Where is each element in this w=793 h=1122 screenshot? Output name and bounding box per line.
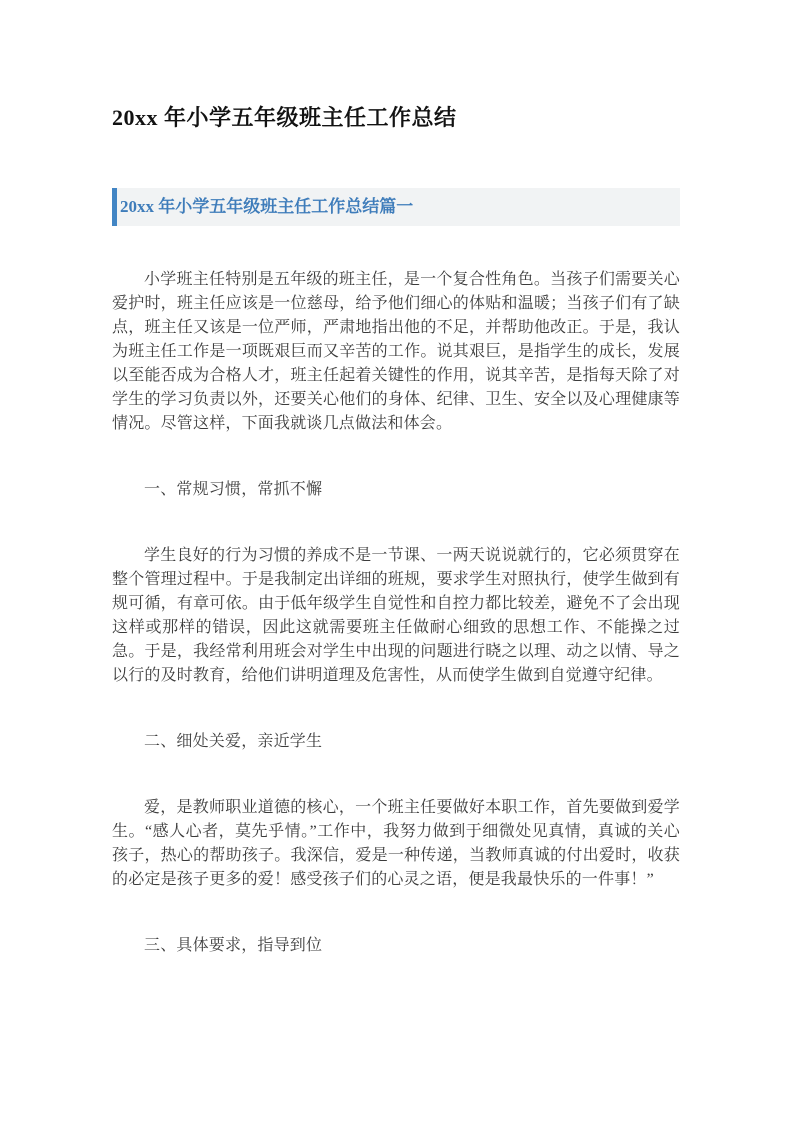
section-header-label: 20xx 年小学五年级班主任工作总结篇一 — [120, 197, 414, 216]
body-paragraph: 爱，是教师职业道德的核心，一个班主任要做好本职工作，首先要做到爱学生。“感人心者，莫先乎情。”工作中，我努力做到于细微处见真情，真诚的关心孩子，热心的帮助孩子。我深信，爱是一种传递，当教师真诚的付出爱时，收获的必定是孩子更多的爱！感受孩子们的心灵之语，便是我最快乐的一件事！” — [112, 799, 680, 888]
body-paragraph: 小学班主任特别是五年级的班主任，是一个复合性角色。当孩子们需要关心爱护时，班主任应该是一位慈母，给予他们细心的体贴和温暖；当孩子们有了缺点，班主任又该是一位严师，严肃地指出他的不足，并帮助他改正。于是，我认为班主任工作是一项既艰巨而又辛苦的工作。说其艰巨，是指学生的成长，发展以至能否成为合格人才，班主任起着关键性的作用，说其辛苦，是指每天除了对学生的学习负责以外，还要关心他们的身体、纪律、卫生、安全以及心理健康等情况。尽管这样，下面我就谈几点做法和体会。 — [112, 271, 680, 432]
body-paragraph: 学生良好的行为习惯的养成不是一节课、一两天说说就行的，它必须贯穿在整个管理过程中。于是我制定出详细的班规，要求学生对照执行，使学生做到有规可循，有章可依。由于低年级学生自觉性和自控力都比较差，避免不了会出现这样或那样的错误，因此这就需要班主任做耐心细致的思想工作、不能操之过急。于是，我经常利用班会对学生中出现的问题进行晓之以理、动之以情、导之以行的及时教育，给他们讲明道理及危害性，从而使学生做到自觉遵守纪律。 — [112, 547, 680, 684]
page-title: 20xx 年小学五年级班主任工作总结 — [112, 105, 457, 130]
section-header — [112, 188, 680, 226]
section-subheading-1: 一、常规习惯，常抓不懈 — [144, 481, 323, 498]
section-subheading-3: 三、具体要求，指导到位 — [144, 937, 323, 954]
section-subheading-2: 二、细处关爱，亲近学生 — [144, 733, 323, 750]
document-page — [112, 0, 680, 1120]
